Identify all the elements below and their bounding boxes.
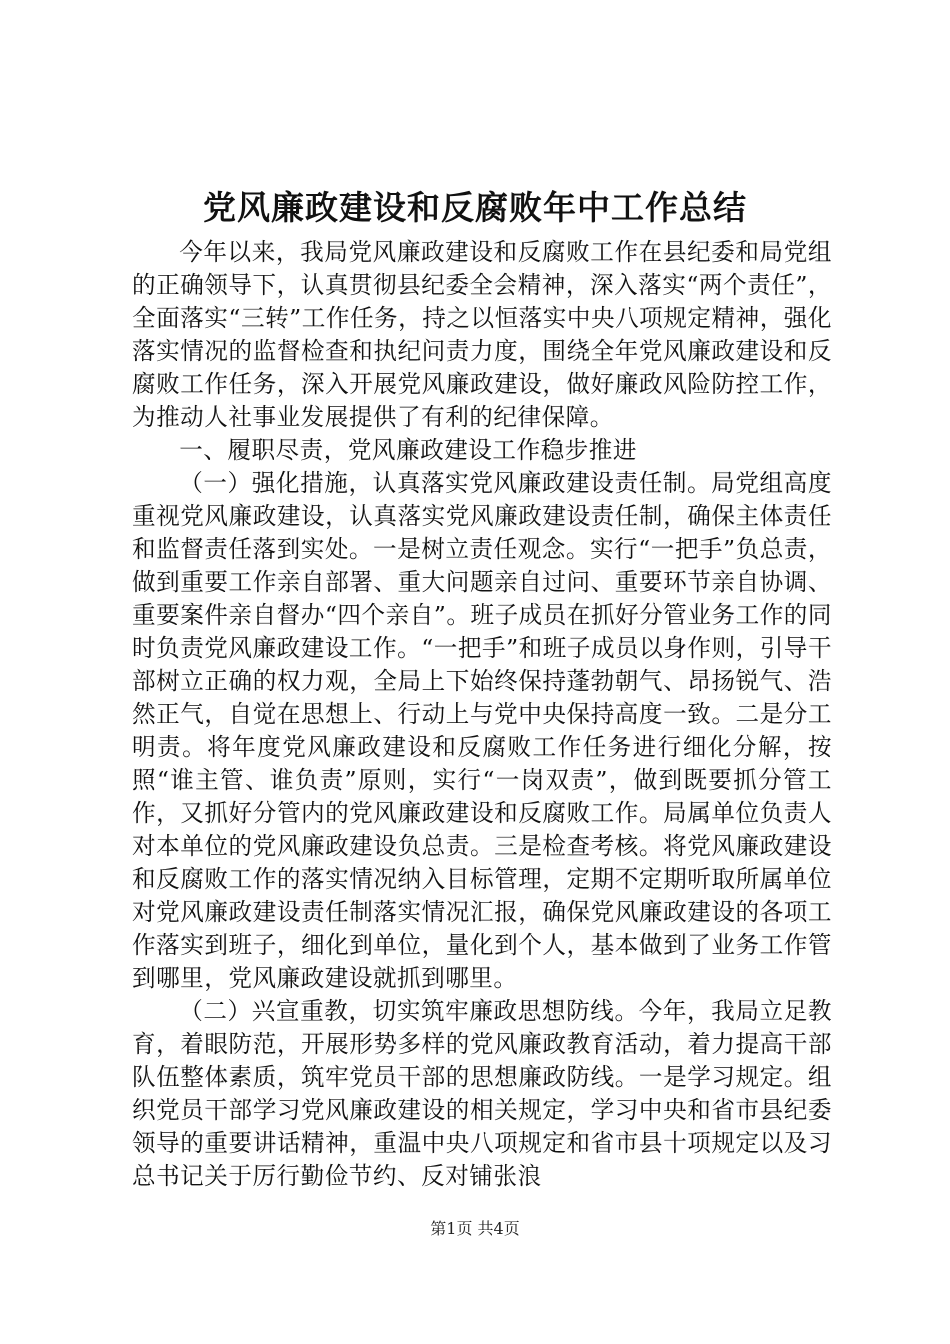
paragraph-intro: 今年以来，我局党风廉政建设和反腐败工作在县纪委和局党组的正确领导下，认真贯彻县纪委全会精神，深入落实“两个责任”，全面落实“三转”工作任务，持之以恒落实中央八项规定精神，强化落实情况的监督检查和执纪问责力度，围绕全年党风廉政建设和反腐败工作任务，深入开展党风廉政建设，做好廉政风险防控工作，为推动人社事业发展提供了有利的纪律保障。 (132, 238, 832, 431)
document-body (132, 236, 832, 1193)
paragraph-subsection-2: （二）兴宣重教，切实筑牢廉政思想防线。今年，我局立足教育，着眼防范，开展形势多样的党风廉政教育活动，着力提高干部队伍整体素质，筑牢党员干部的思想廉政防线。一是学习规定。组织党员干部学习党风廉政建设的相关规定，学习中央和省市县纪委领导的重要讲话精神，重温中央八项规定和省市县十项规定以及习总书记关于厉行勤俭节约、反对铺张浪 (132, 997, 832, 1190)
page-number-footer: 第1页 共4页 (430, 1219, 520, 1238)
page-title: 党风廉政建设和反腐败年中工作总结 (203, 188, 747, 227)
section-heading-1: 一、履职尽责，党风廉政建设工作稳步推进 (179, 436, 637, 464)
paragraph-subsection-1: （一）强化措施，认真落实党风廉政建设责任制。局党组高度重视党风廉政建设，认真落实党风廉政建设责任制，确保主体责任和监督责任落到实处。一是树立责任观念。实行“一把手”负总责，做到重要工作亲自部署、重大问题亲自过问、重要环节亲自协调、重要案件亲自督办“四个亲自”。班子成员在抓好分管业务工作的同时负责党风廉政建设工作。“一把手”和班子成员以身作则，引导干部树立正确的权力观，全局上下始终保持蓬勃朝气、昂扬锐气、浩然正气，自觉在思想上、行动上与党中央保持高度一致。二是分工明责。将年度党风廉政建设和反腐败工作任务进行细化分解，按照“谁主管、谁负责”原则，实行“一岗双责”，做到既要抓分管工作，又抓好分管内的党风廉政建设和反腐败工作。局属单位负责人对本单位的党风廉政建设负总责。三是检查考核。将党风廉政建设和反腐败工作的落实情况纳入目标管理，定期不定期听取所属单位对党风廉政建设责任制落实情况汇报，确保党风廉政建设的各项工作落实到班子，细化到单位，量化到个人，基本做到了业务工作管到哪里，党风廉政建设就抓到哪里。 (132, 469, 832, 992)
